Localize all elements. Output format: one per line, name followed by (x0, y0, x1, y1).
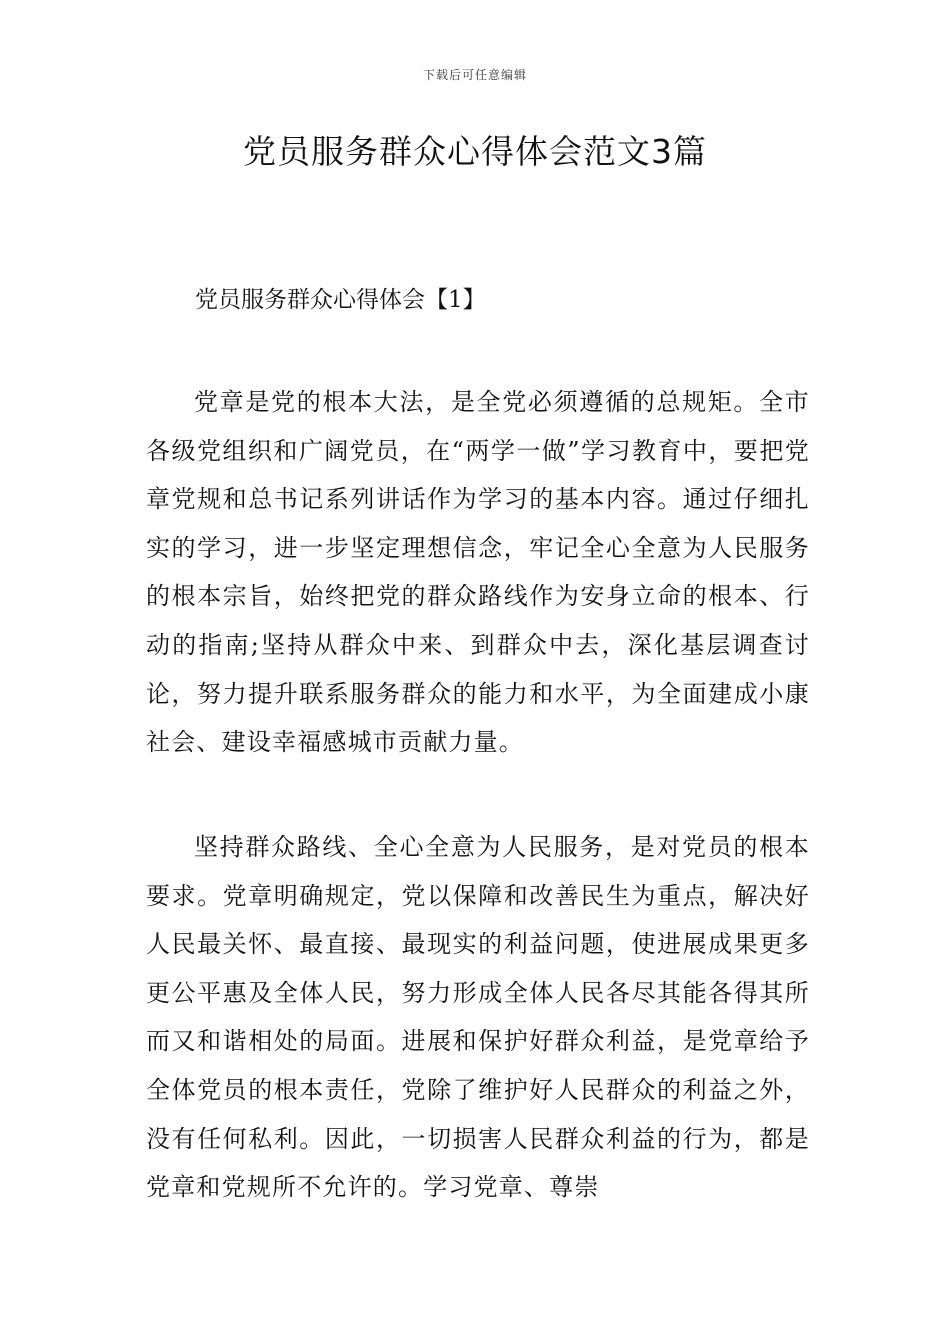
body-paragraph-1: 党章是党的根本大法，是全党必须遵循的总规矩。全市各级党组织和广阔党员，在“两学一做”学习教育中，要把党章党规和总书记系列讲话作为学习的基本内容。通过仔细扎实的学习，进一步坚定理想信念，牢记全心全意为人民服务的根本宗旨，始终把党的群众路线作为安身立命的根本、行动的指南;坚持从群众中来、到群众中去，深化基层调查讨论，努力提升联系服务群众的能力和水平，为全面建成小康社会、建设幸福感城市贡献力量。 (146, 388, 810, 757)
document-title: 党员服务群众心得体会范文3篇 (243, 132, 707, 171)
header-note: 下载后可任意编辑 (422, 68, 527, 82)
section-heading: 党员服务群众心得体会【1】 (195, 287, 486, 313)
body-paragraph-2: 坚持群众路线、全心全意为人民服务，是对党员的根本要求。党章明确规定，党以保障和改善民生为重点，解决好人民最关怀、最直接、最现实的利益问题，使进展成果更多更公平惠及全体人民，努力形成全体人民各尽其能各得其所而又和谐相处的局面。进展和保护好群众利益，是党章给予全体党员的根本责任，党除了维护好人民群众的利益之外，没有任何私利。因此，一切损害人民群众利益的行为，都是党章和党规所不允许的。学习党章、尊崇 (146, 833, 810, 1202)
